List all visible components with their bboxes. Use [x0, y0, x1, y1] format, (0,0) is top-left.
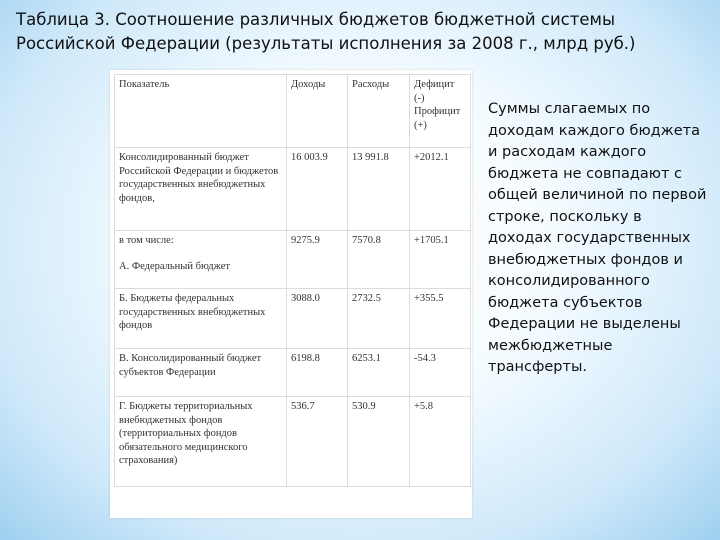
budget-table: [114, 74, 471, 487]
table-row: [115, 231, 471, 289]
table-row: [115, 397, 471, 487]
row-income: 9275.9: [287, 231, 348, 289]
row-expense: 2732.5: [348, 289, 410, 349]
row-income: 16 003.9: [287, 148, 348, 231]
budget-table-image: [110, 70, 472, 518]
row-label: Г. Бюджеты территориальных внебюджетных фондов (территориальных фондов обязательного медицинского страхования): [115, 397, 287, 487]
row-balance: +5.8: [410, 397, 471, 487]
row-balance: +2012.1: [410, 148, 471, 231]
row-income: 3088.0: [287, 289, 348, 349]
row-expense: 7570.8: [348, 231, 410, 289]
header-expense: Расходы: [348, 75, 410, 148]
table-header-row: [115, 75, 471, 148]
row-sublabel: А. Федеральный бюджет: [119, 260, 230, 272]
row-label-main: в том числе:: [119, 235, 174, 246]
row-balance: -54.3: [410, 349, 471, 397]
row-expense: 530.9: [348, 397, 410, 487]
row-balance: +355.5: [410, 289, 471, 349]
header-income: Доходы: [287, 75, 348, 148]
row-income: 6198.8: [287, 349, 348, 397]
slide-title: Таблица 3. Соотношение различных бюджетов бюджетной системы Российской Федерации (результаты исполнения за 2008 г., млрд руб.): [16, 10, 636, 53]
header-indicator: Показатель: [115, 75, 287, 148]
row-label: Б. Бюджеты федеральных государственных внебюджетных фондов: [115, 289, 287, 349]
explanatory-note: Суммы слагаемых по доходам каждого бюджета и расходам каждого бюджета не совпадают с общей величиной по первой строке, поскольку в доходах государственных внебюджетных фондов и консолидированного бюджета субъектов Федерации не выделены межбюджетные трансферты.: [488, 101, 707, 375]
row-income: 536.7: [287, 397, 348, 487]
row-label: [115, 231, 287, 289]
row-expense: 13 991.8: [348, 148, 410, 231]
table-row: [115, 148, 471, 231]
row-expense: 6253.1: [348, 349, 410, 397]
header-balance: Дефицит (-) Профицит (+): [410, 75, 471, 148]
table-row: [115, 349, 471, 397]
row-balance: +1705.1: [410, 231, 471, 289]
table-row: [115, 289, 471, 349]
row-label: В. Консолидированный бюджет субъектов Федерации: [115, 349, 287, 397]
row-label: Консолидированный бюджет Российской Федерации и бюджетов государственных внебюджетных фондов,: [115, 148, 287, 231]
